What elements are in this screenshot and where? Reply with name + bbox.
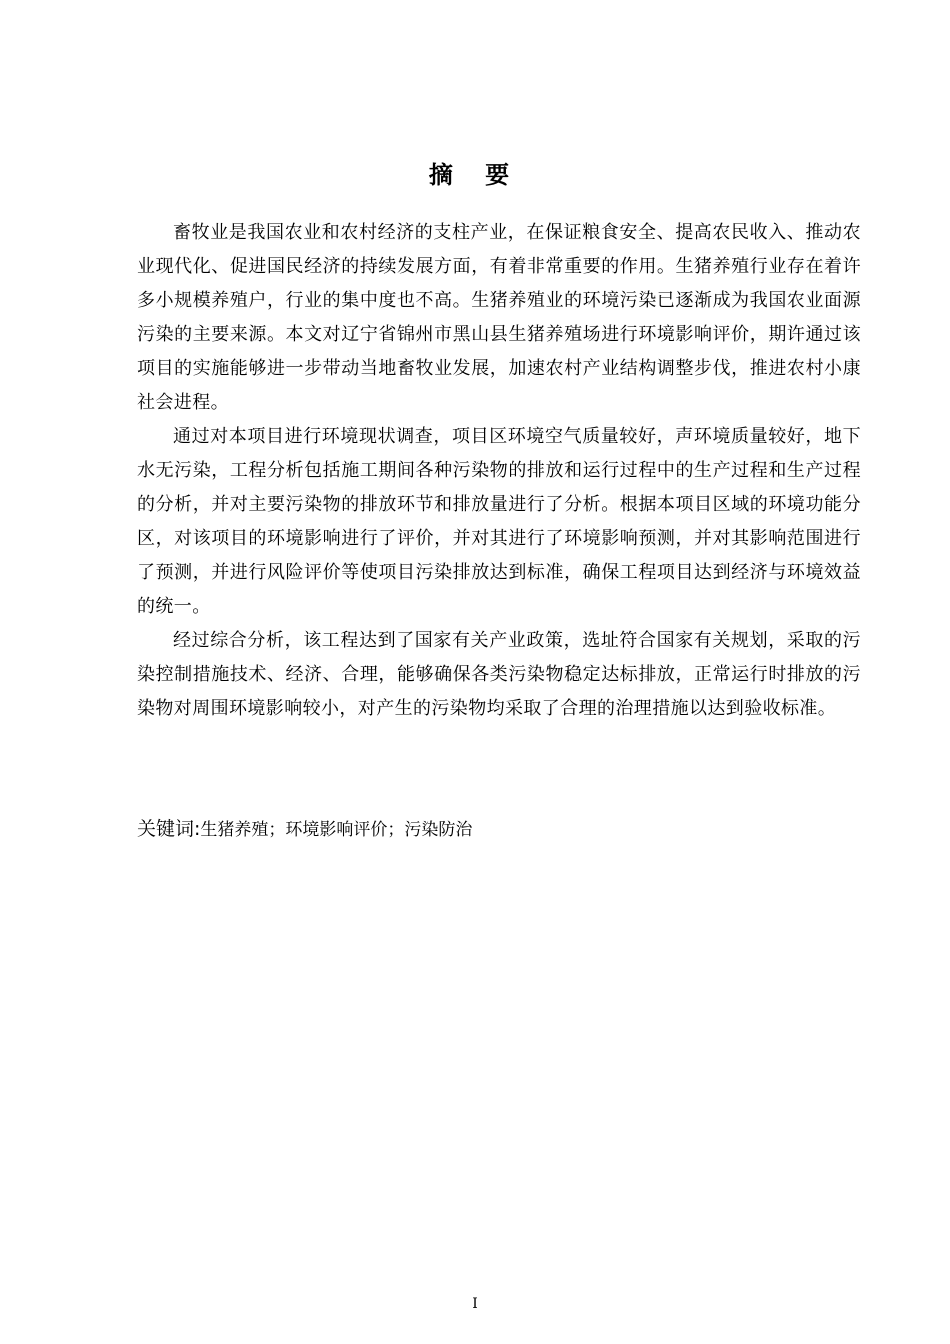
page-number: I [472, 1296, 478, 1312]
keywords-label: 关键词: [137, 818, 201, 840]
keywords-values: 生猪养殖；环境影响评价；污染防治 [200, 820, 473, 840]
abstract-paragraph-3: 经过综合分析，该工程达到了国家有关产业政策，选址符合国家有关规划，采取的污染控制措施技术、经济、合理，能够确保各类污染物稳定达标排放，正常运行时排放的污染物对周围环境影响较小，对产生的污染物均采取了合理的治理措施以达到验收标准。 [137, 630, 861, 719]
abstract-paragraph-2: 通过对本项目进行环境现状调查，项目区环境空气质量较好，声环境质量较好，地下水无污染，工程分析包括施工期间各种污染物的排放和运行过程中的生产过程和生产过程的分析，并对主要污染物的排放环节和排放量进行了分析。根据本项目区域的环境功能分区，对该项目的环境影响进行了评价，并对其进行了环境影响预测，并对其影响范围进行了预测，并进行风险评价等使项目污染排放达到标准，确保工程项目达到经济与环境效益的统一。 [137, 426, 861, 617]
abstract-paragraph-1: 畜牧业是我国农业和农村经济的支柱产业，在保证粮食安全、提高农民收入、推动农业现代化、促进国民经济的持续发展方面，有着非常重要的作用。生猪养殖行业存在着许多小规模养殖户，行业的集中度也不高。生猪养殖业的环境污染已逐渐成为我国农业面源污染的主要来源。本文对辽宁省锦州市黑山县生猪养殖场进行环境影响评价，期许通过该项目的实施能够进一步带动当地畜牧业发展，加速农村产业结构调整步伐，推进农村小康社会进程。 [137, 222, 861, 413]
keywords-line [137, 814, 472, 845]
abstract-body [137, 216, 861, 726]
abstract-title: 摘 要 [428, 161, 522, 189]
